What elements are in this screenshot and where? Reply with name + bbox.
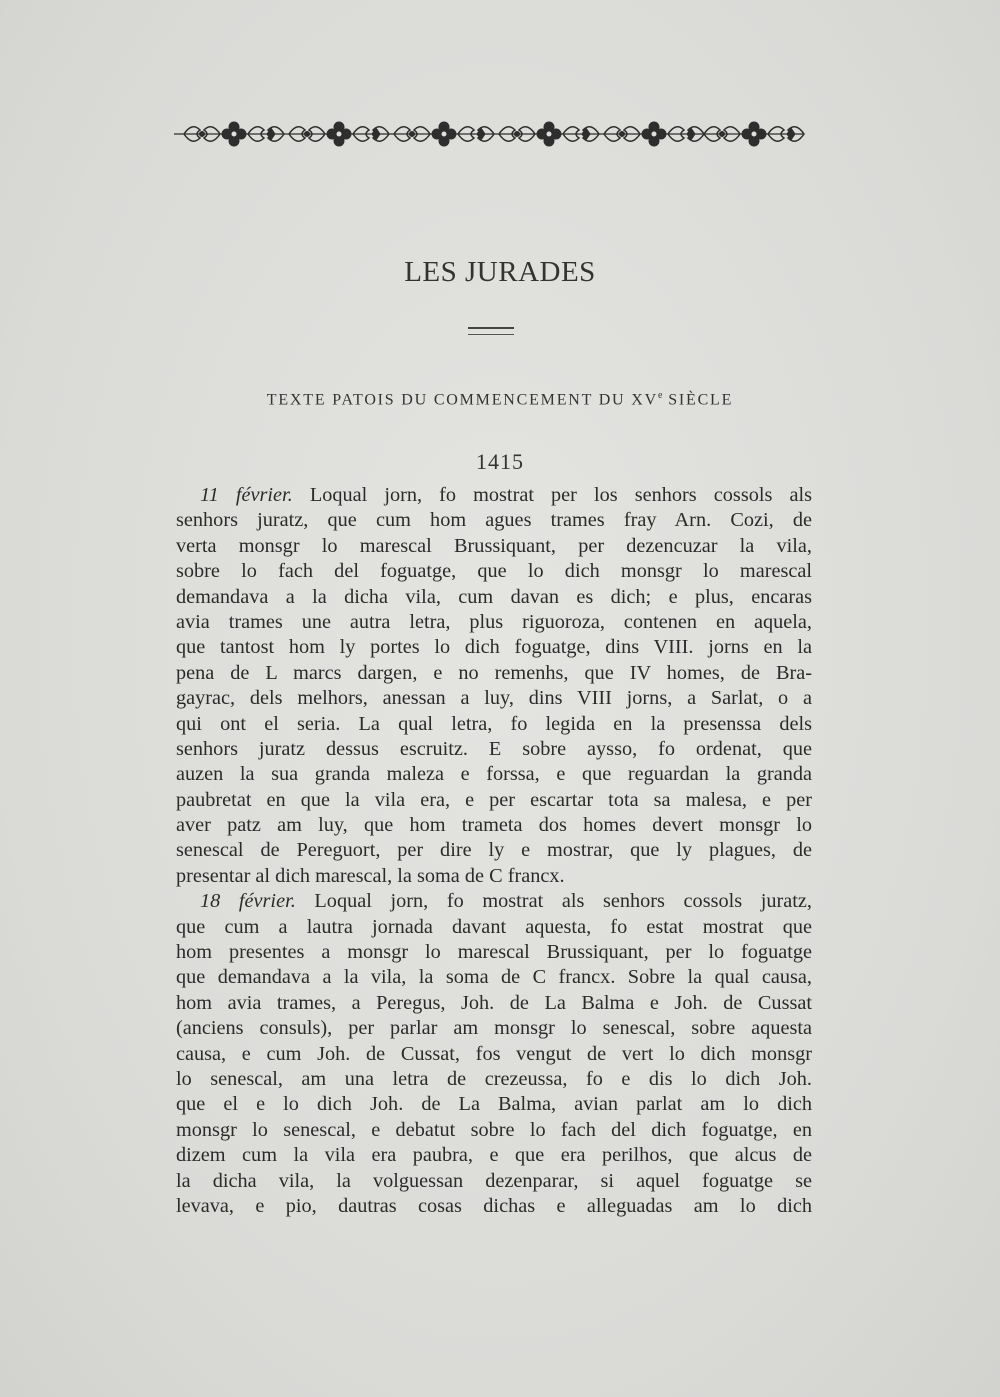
text-line: hom avia trames, a Peregus, Joh. de La Balma e Joh. de Cussat	[176, 991, 812, 1014]
line-text: Loqual jorn, fo mostrat als senhors cossols juratz,	[314, 890, 813, 913]
text-line: que demandava a la vila, la soma de C francx. Sobre la qual causa,	[176, 966, 812, 989]
text-line: gayrac, dels melhors, anessan a luy, dins VIII jorns, a Sarlat, o a	[176, 687, 812, 710]
text-line: presentar al dich marescal, la soma de C francx.	[176, 864, 565, 887]
year-heading: 1415	[476, 449, 524, 474]
text-line: hom presentes a monsgr lo marescal Brussiquant, per lo foguatge	[176, 941, 812, 964]
text-line: dizem cum la vila era paubra, e que era perilhos, que alcus de	[176, 1144, 812, 1167]
text-line: avia trames une autra letra, plus riguoroza, contenen en aquela,	[176, 610, 812, 633]
text-line: verta monsgr lo marescal Brussiquant, per dezencuzar la vila,	[176, 534, 812, 557]
entry-date: 18 février.	[200, 890, 296, 913]
entry-date: 11 février.	[200, 484, 293, 506]
text-line: aver patz am luy, que hom trameta dos homes devert monsgr lo	[176, 814, 812, 837]
text-line: que el e lo dich Joh. de La Balma, avian parlat am lo dich	[176, 1093, 812, 1116]
subtitle-tail: SIÈCLE	[662, 391, 734, 409]
text-line: (anciens consuls), per parlar am monsgr lo senescal, sobre aquesta	[176, 1017, 812, 1040]
text-line: monsgr lo senescal, e debatut sobre lo fach del dich foguatge, en	[176, 1118, 812, 1141]
text-line	[176, 889, 812, 914]
text-line: auzen la sua granda maleza e forssa, e que reguardan la granda	[176, 763, 812, 786]
text-line: senescal de Pereguort, per dire ly e mostrar, que ly plagues, de	[176, 839, 812, 862]
title-divider	[468, 327, 514, 335]
text-line: levava, e pio, dautras cosas dichas e alleguadas am lo dich	[176, 1194, 812, 1217]
fleuron-band-icon	[172, 112, 806, 156]
subtitle-superscript: e	[657, 390, 663, 401]
line-text: Loqual jorn, fo mostrat per los senhors cossols als	[309, 484, 812, 506]
page-title: LES JURADES	[404, 256, 596, 288]
body-text	[176, 483, 812, 1219]
text-line: la dicha vila, la volguessan dezenparar, si aquel foguatge se	[176, 1169, 812, 1192]
text-line	[176, 483, 812, 508]
text-line: pena de L marcs dargen, e no remenhs, que IV homes, de Bra-	[176, 661, 812, 684]
text-line: lo senescal, am una letra de crezeussa, fo e dis lo dich Joh.	[176, 1067, 812, 1090]
text-line: senhors juratz, que cum hom agues trames fray Arn. Cozi, de	[176, 509, 812, 532]
text-line: demandava a la dicha vila, cum davan es dich; e plus, encaras	[176, 585, 812, 608]
text-line: sobre lo fach del foguatge, que lo dich monsgr lo marescal	[176, 560, 812, 583]
text-line: senhors juratz dessus escruitz. E sobre aysso, fo ordenat, que	[176, 737, 812, 760]
page-subtitle	[0, 390, 1000, 409]
subtitle-main: TEXTE PATOIS DU COMMENCEMENT DU XV	[266, 391, 658, 409]
text-line: paubretat en que la vila era, e per escartar tota sa malesa, e per	[176, 788, 812, 811]
text-line: qui ont el seria. La qual letra, fo legida en la presenssa dels	[176, 712, 812, 735]
text-line: causa, e cum Joh. de Cussat, fos vengut de vert lo dich monsgr	[176, 1042, 812, 1065]
text-line: que tantost hom ly portes lo dich foguatge, dins VIII. jorns en la	[176, 636, 812, 659]
text-line: que cum a lautra jornada davant aquesta, fo estat mostrat que	[176, 915, 812, 938]
